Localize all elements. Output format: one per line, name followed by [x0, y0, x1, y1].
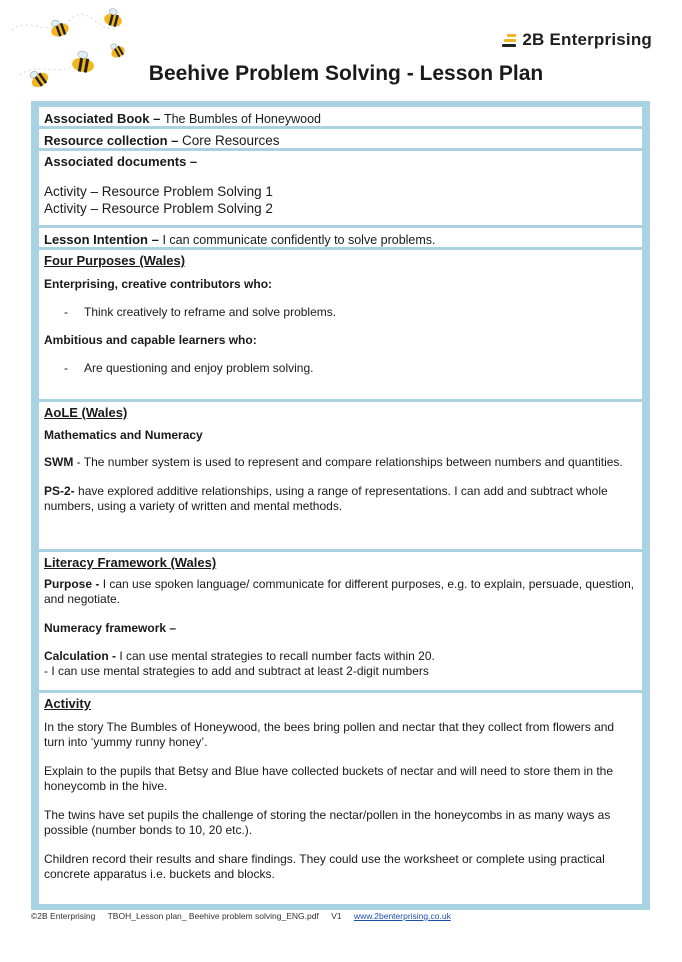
page-title: Beehive Problem Solving - Lesson Plan — [148, 62, 544, 85]
numeracy-framework-label: Numeracy framework – — [44, 621, 177, 635]
lesson-intention-row — [39, 228, 642, 247]
footer-website-link[interactable]: www.2benterprising.co.uk — [353, 911, 451, 921]
activity-section — [39, 693, 642, 904]
brand-logo-icon — [502, 32, 518, 48]
aole-area: Mathematics and Numeracy — [44, 428, 203, 442]
associated-book-value: The Bumbles of Honeywood — [163, 112, 321, 126]
lesson-intention-label: Lesson Intention – — [44, 232, 163, 247]
activity-paragraph: Children record their results and share findings. They could use the worksheet or complete using practical concrete apparatus i.e. buckets and blocks. — [44, 852, 605, 881]
associated-documents-label: Associated documents – — [44, 154, 198, 169]
aole-section — [39, 402, 642, 549]
purpose-item: - Think creatively to reframe and solve problems. — [64, 305, 337, 319]
activity-paragraph: In the story The Bumbles of Honeywood, the bees bring pollen and nectar that they collect from flowers and turn into ‘yummy runny honey’. — [44, 720, 615, 749]
resource-collection-row — [39, 129, 642, 148]
ps2-statement: PS-2- have explored additive relationships, using a range of representations. I can add and subtract whole numbers, using a variety of written and mental methods. — [44, 484, 608, 513]
aole-heading: AoLE (Wales) — [44, 405, 128, 420]
brand-logo — [502, 30, 652, 50]
swm-statement: SWM - The number system is used to represent and compare relationships between numbers and quantities. — [44, 455, 623, 469]
purpose-group-heading: Enterprising, creative contributors who: — [44, 277, 273, 291]
activity-heading: Activity — [44, 696, 91, 711]
calculation-statement-2: - I can use mental strategies to add and subtract at least 2-digit numbers — [44, 664, 429, 678]
document-item: Activity – Resource Problem Solving 2 — [44, 201, 273, 216]
footer-copyright: ©2B Enterprising — [31, 911, 96, 921]
purpose-item: - Are questioning and enjoy problem solving. — [64, 361, 314, 375]
brand-name: 2B Enterprising — [522, 30, 652, 49]
lesson-plan-table — [31, 101, 650, 910]
activity-paragraph: Explain to the pupils that Betsy and Blue have collected buckets of nectar and will need to store them in the honeycomb in the hive. — [44, 764, 614, 793]
footer-filename: TBOH_Lesson plan_ Beehive problem solving_ENG.pdf — [107, 911, 319, 921]
literacy-framework-heading: Literacy Framework (Wales) — [44, 555, 217, 570]
page-footer — [31, 911, 451, 921]
associated-book-row — [39, 107, 642, 126]
lesson-intention-value: I can communicate confidently to solve problems. — [162, 233, 436, 247]
four-purposes-heading: Four Purposes (Wales) — [44, 253, 186, 268]
associated-book-label: Associated Book – — [44, 111, 164, 126]
resource-collection-value: Core Resources — [182, 133, 280, 148]
resource-collection-label: Resource collection – — [44, 133, 182, 148]
document-item: Activity – Resource Problem Solving 1 — [44, 184, 273, 199]
footer-version: V1 — [331, 911, 342, 921]
four-purposes-section — [39, 250, 642, 399]
purpose-group-heading: Ambitious and capable learners who: — [44, 333, 257, 347]
associated-documents-row — [39, 151, 642, 225]
literacy-purpose-statement: Purpose - I can use spoken language/ communicate for different purposes, e.g. to explain, persuade, question, and negotiate. — [44, 577, 635, 606]
literacy-framework-section — [39, 552, 642, 690]
calculation-statement: Calculation - I can use mental strategies to recall number facts within 20. — [44, 649, 435, 663]
activity-paragraph: The twins have set pupils the challenge of storing the nectar/pollen in the honeycombs in as many ways as possible (number bonds to 10, 20 etc.). — [44, 808, 611, 837]
